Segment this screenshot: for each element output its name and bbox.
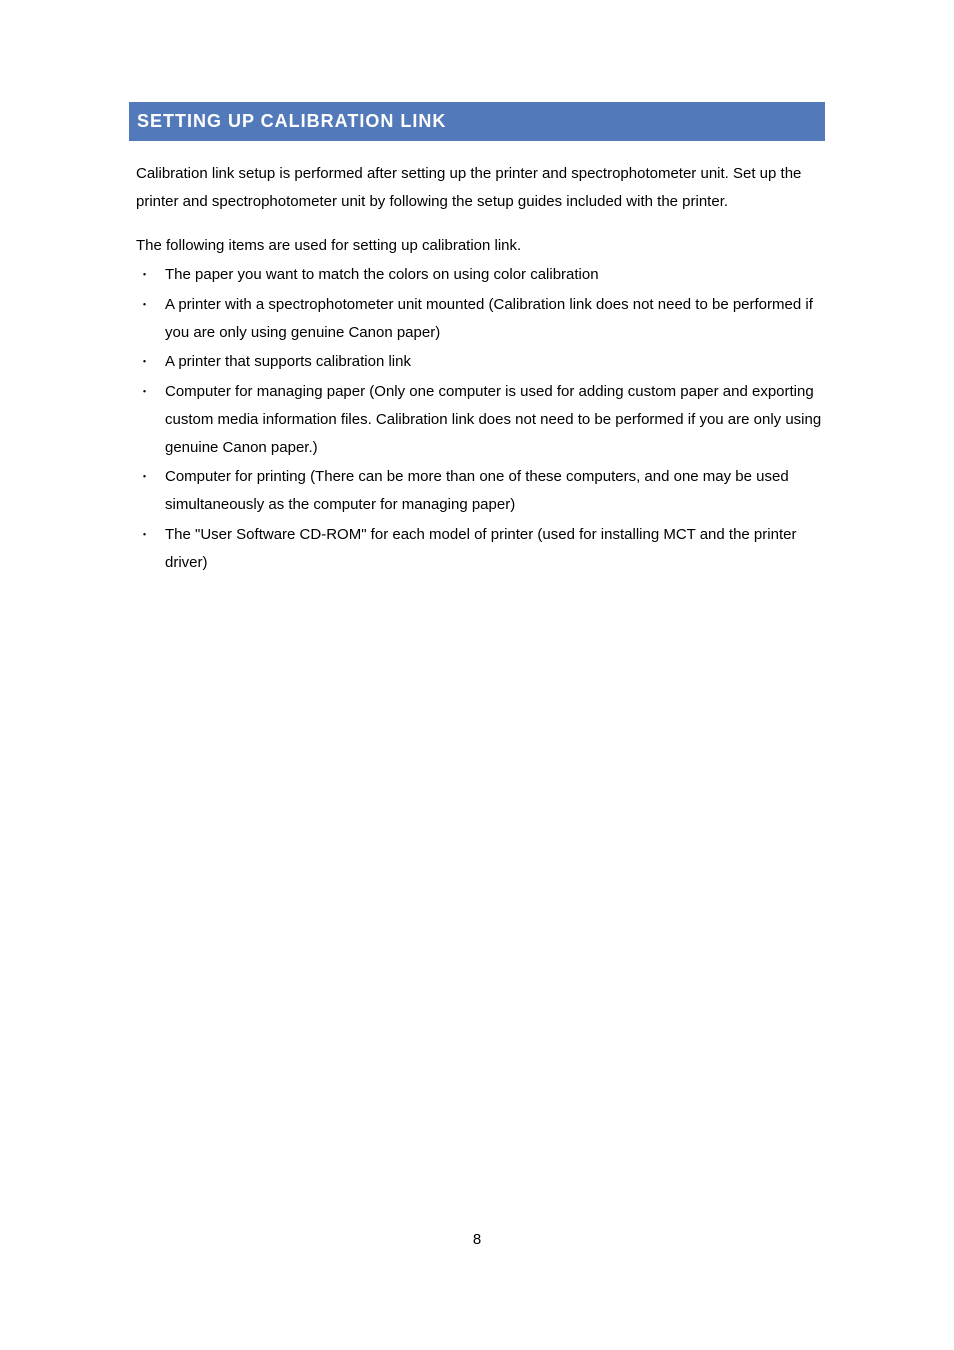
list-item-text: A printer with a spectrophotometer unit mounted (Calibration link does not need to be performed if you are only using genuine Canon paper) [165, 295, 813, 341]
page-number: 8 [472, 1231, 482, 1248]
list-item [136, 261, 826, 289]
list-item-text: The "User Software CD-ROM" for each model of printer (used for installing MCT and the printer driver) [165, 525, 797, 571]
bullet-icon: ・ [138, 267, 152, 282]
content-body [136, 160, 826, 578]
list-item-text: A printer that supports calibration link [165, 353, 411, 370]
intro-paragraph: Calibration link setup is performed after setting up the printer and spectrophotometer unit. Set up the printer and spectrophotometer unit by following the setup guides included with the printer. [136, 165, 802, 210]
bullet-icon: ・ [138, 469, 152, 484]
section-header [129, 102, 825, 141]
section-title: SETTING UP CALIBRATION LINK [137, 111, 447, 131]
list-item [136, 463, 826, 519]
bullet-icon: ・ [138, 354, 152, 369]
items-list [136, 261, 826, 577]
list-item [136, 378, 826, 462]
list-item-text: Computer for managing paper (Only one computer is used for adding custom paper and exporting custom media information files. Calibration link does not need to be performed if you are only using genuine Canon paper.) [165, 382, 822, 456]
list-item-text: Computer for printing (There can be more than one of these computers, and one may be used simultaneously as the computer for managing paper) [165, 468, 789, 513]
bullet-icon: ・ [138, 526, 152, 542]
lead-sentence: The following items are used for setting up calibration link. [136, 237, 522, 254]
list-item [136, 291, 826, 347]
bullet-icon: ・ [138, 383, 152, 399]
bullet-icon: ・ [138, 296, 152, 312]
list-item-text: The paper you want to match the colors on using color calibration [165, 266, 599, 283]
list-item [136, 348, 826, 376]
list-item [136, 521, 826, 577]
